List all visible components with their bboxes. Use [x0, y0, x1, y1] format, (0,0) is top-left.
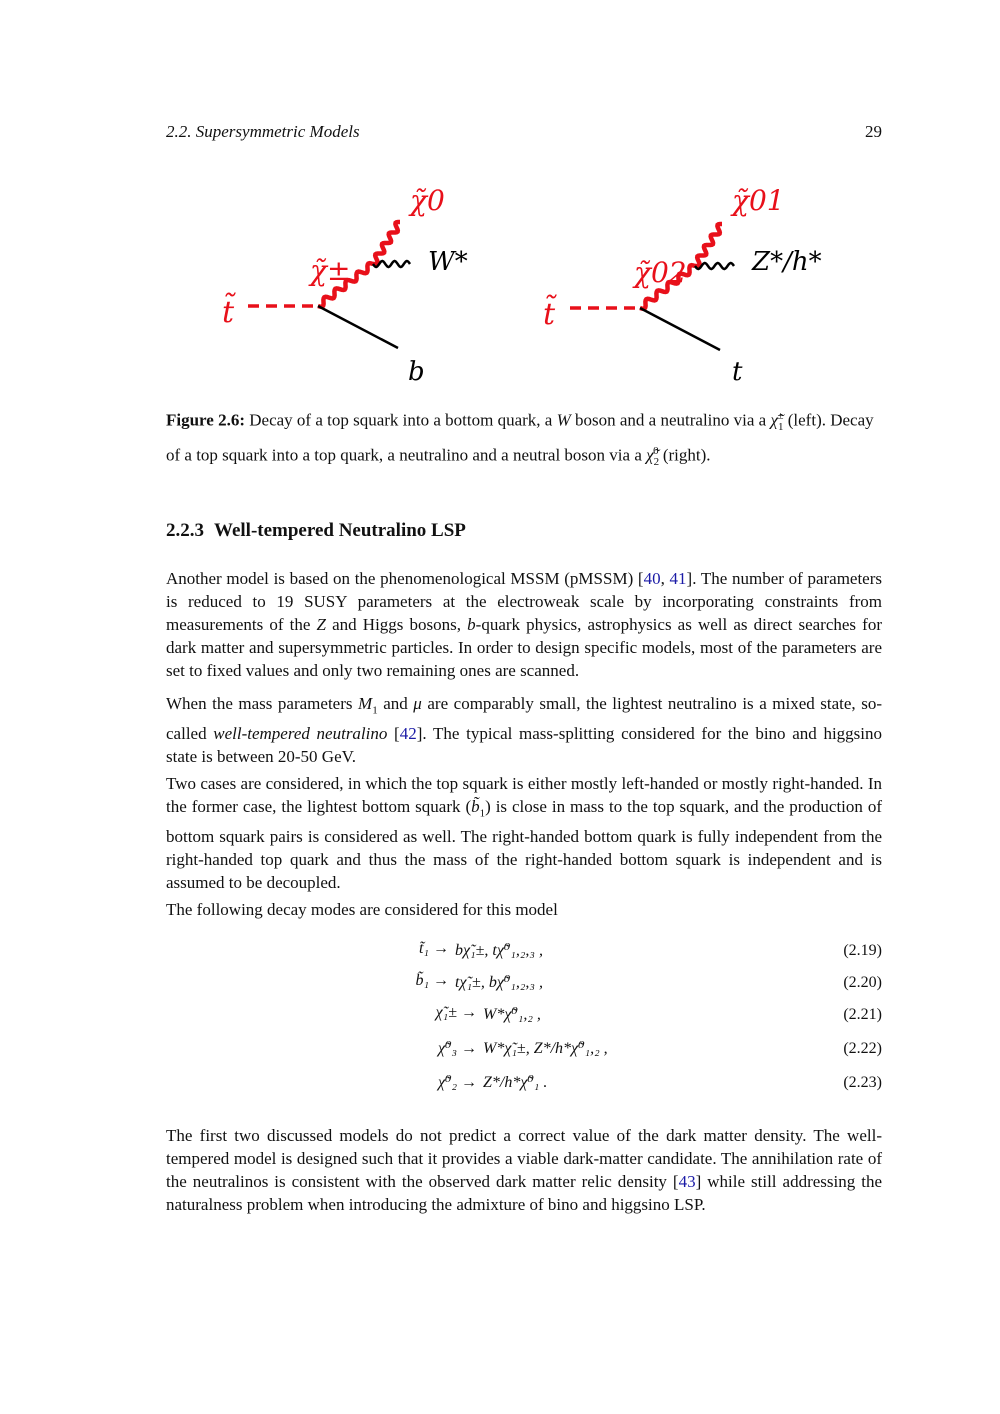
chargino-label: χ̃± — [310, 254, 351, 287]
equation-rhs: bχ̃₁±, tχ̃⁰₁,₂,₃ , — [455, 942, 543, 959]
equation-number: (2.19) — [843, 942, 882, 959]
neutralino2-label: χ̃02 — [634, 256, 687, 289]
section-heading-title: Well-tempered Neutralino LSP — [214, 520, 466, 541]
paragraph-dark-matter: The first two discussed models do not predict a correct value of the dark matter density. The well-tempered model is designed such that it provides a viable dark-matter candidate. The annihilation rate of the neutralinos is consistent with the observed dark matter relic density [43] while still addressing the naturalness problem when introducing the admixture of bino and higgsino LSP. — [166, 1126, 883, 1214]
equation-rhs: Z*/h*χ̃⁰₁ . — [483, 1074, 548, 1091]
neutralino1-wavy-line — [695, 224, 722, 266]
citation-43[interactable]: 43 — [678, 1172, 696, 1191]
section-heading — [166, 520, 466, 542]
section-number: 2.2.3 — [166, 520, 204, 541]
neutralino-label-left: χ̃0 — [410, 184, 445, 217]
diagram-left — [222, 184, 468, 387]
paragraph-two-cases: Two cases are considered, in which the top squark is either mostly left-handed or mostly right-handed. In the former case, the lightest bottom squark $(b̃_1)$ is close in mass to the top squark, and the production of bottom squark pairs is considered as well. The right-handed bottom quark is fully independent from the right-handed top quark and thus the mass of the right-handed bottom squark is independent and is assumed to be decoupled. — [166, 774, 882, 893]
equation-number: (2.20) — [843, 974, 882, 991]
equation-rhs: W*χ̃⁰₁,₂ , — [483, 1006, 541, 1023]
equation-row — [166, 940, 882, 970]
b-quark-label: b — [408, 357, 425, 387]
equation-number: (2.23) — [843, 1074, 882, 1091]
paragraph-decay-intro: The following decay modes are considered for this model — [166, 900, 558, 919]
z-higgs-label: Z*/h* — [752, 247, 822, 277]
figure-caption: Figure 2.6: Decay of a top squark into a bottom quark, a W boson and a neutralino via a $\chĩ_1^\pm$ (left). Decay of a top squark into a top quark, a neutralino and a neutral boson via a $\chĩ_2^0$ (right). — [166, 410, 874, 469]
t-quark-line — [640, 308, 720, 350]
neutralino1-label: χ̃01 — [732, 184, 785, 217]
equation-number: (2.21) — [843, 1006, 882, 1023]
b-quark-line — [318, 306, 398, 348]
equation-row — [166, 1072, 882, 1102]
equation-rhs: tχ̃₁±, bχ̃⁰₁,₂,₃ , — [455, 974, 543, 991]
stop-label-left: t̃ — [222, 295, 235, 330]
equation-lhs: t̃₁ → — [418, 940, 449, 957]
equation-lhs: χ̃₁± → — [435, 1004, 477, 1021]
equation-row — [166, 1004, 882, 1034]
citation-41[interactable]: 41 — [669, 569, 687, 588]
equation-lhs: b̃₁ → — [415, 972, 449, 989]
equation-row — [166, 972, 882, 1002]
figure-label: Figure 2.6: — [166, 410, 246, 430]
section-title: 2.2. Supersymmetric Models — [166, 122, 360, 141]
page-number: 29 — [865, 122, 882, 141]
running-header — [166, 122, 882, 142]
equation-lhs: χ̃⁰₂ → — [437, 1074, 477, 1091]
paragraph-well-tempered: When the mass parameters $M_1$ and μ are comparably small, the lightest neutralino is a mixed state, so-called well-tempered neutralino [42]. The typical mass-splitting considered for the bino and higgsino state is between 20-50 GeV. — [166, 694, 883, 767]
equation-number: (2.22) — [843, 1040, 882, 1057]
citation-40[interactable]: 40 — [643, 569, 661, 588]
w-boson-label: W* — [428, 247, 468, 277]
stop-label-right: t̃ — [543, 297, 556, 332]
equation-rhs: W*χ̃₁±, Z*/h*χ̃⁰₁,₂ , — [483, 1040, 608, 1057]
feynman-diagrams — [160, 170, 860, 395]
equation-lhs: χ̃⁰₃ → — [437, 1040, 477, 1057]
neutralino-wavy-line-left — [373, 222, 400, 264]
equation-row — [166, 1038, 882, 1068]
paragraph-pmssm: Another model is based on the phenomenological MSSM (pMSSM) [40, 41]. The number of parameters is reduced to 19 SUSY parameters at the electroweak scale by incorporating constraints from measurements of the Z and Higgs bosons, b-quark physics, astrophysics as well as direct searches for dark matter and supersymmetric particles. In order to design specific models, most of the parameters are set to fixed values and only two remaining ones are scanned. — [166, 569, 883, 680]
t-quark-label: t — [732, 357, 743, 387]
diagram-right — [543, 184, 822, 387]
citation-42[interactable]: 42 — [399, 724, 417, 744]
